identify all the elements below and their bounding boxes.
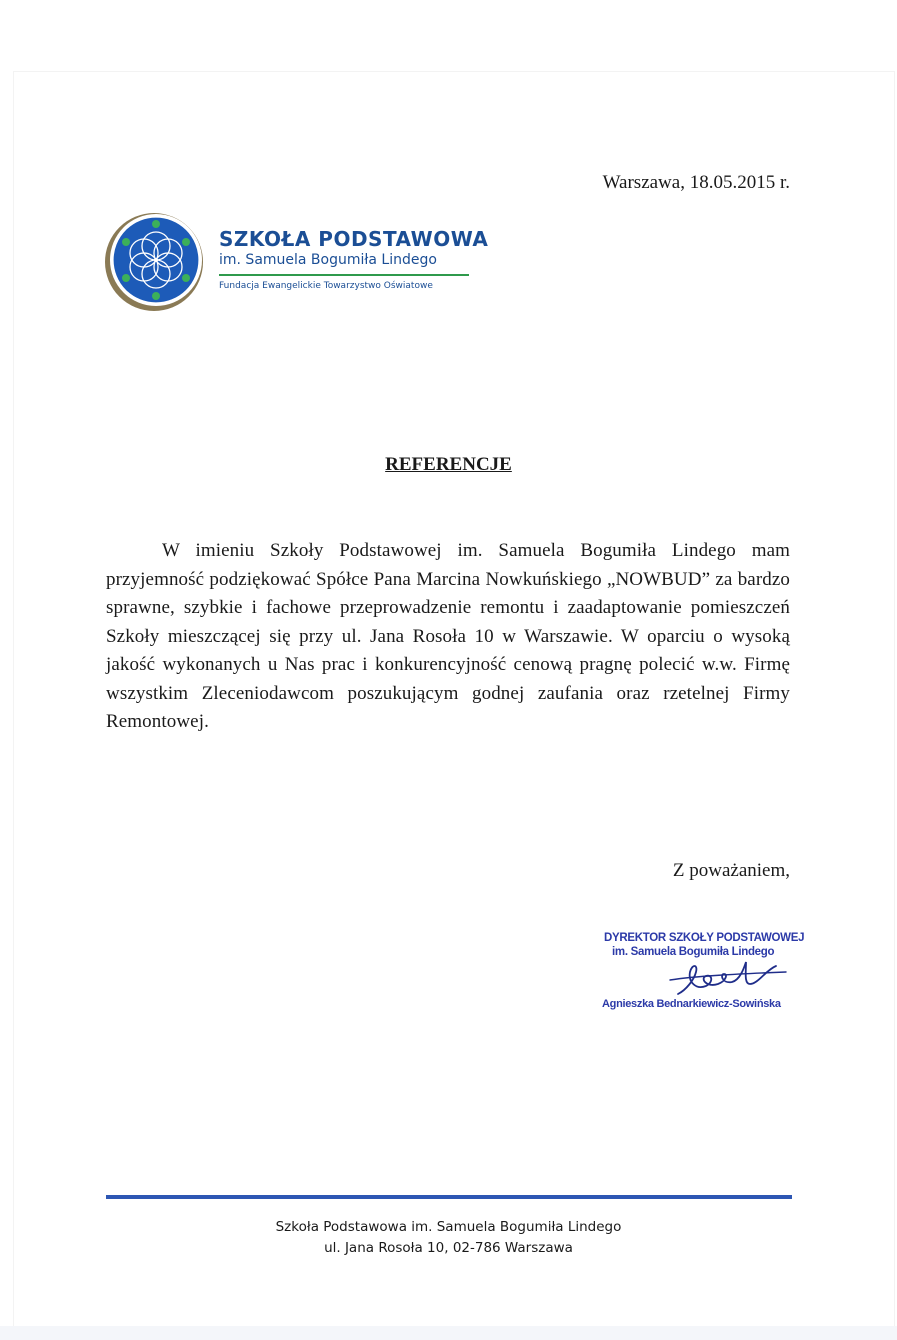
closing-salutation: Z poważaniem, [672,860,790,881]
stamp-signer-name: Agnieszka Bednarkiewicz-Sowińska [602,998,781,1010]
stamp-school: im. Samuela Bogumiła Lindego [612,946,775,958]
school-name: SZKOŁA PODSTAWOWA [219,227,489,251]
letter-body: W imieniu Szkoły Podstawowej im. Samuela Bogumiła Lindego mam przyjemność podziękować Spółce Pana Marcina Nowkuńskiego „NOWBUD” za bardzo sprawne, szybkie i fachowe przeprowadzenie remontu i zaadaptowanie pomieszczeń Szkoły mieszczącej się przy ul. Jana Rosoła 10 w Warszawie. W oparciu o wysoką jakość wykonanych u Nas prac i konkurencyjność cenową pragnę polecić w.w. Firmę wszystkim Zleceniodawcom poszukującym godnej zaufania oraz rzetelnej Firmy Remontowej. [106,540,790,732]
footer-rule [106,1195,792,1199]
letterhead-divider [219,274,469,276]
signature-icon [666,950,796,1002]
director-stamp [596,928,816,1014]
footer-address: ul. Jana Rosoła 10, 02-786 Warszawa [324,1240,573,1256]
foundation-name: Fundacja Ewangelickie Towarzystwo Oświatowe [219,281,433,291]
scan-edge [0,1326,897,1340]
school-subname: im. Samuela Bogumiła Lindego [219,252,437,268]
place-date: Warszawa, 18.05.2015 r. [602,172,790,193]
flower-circle-logo-icon [104,212,204,312]
footer-school-name: Szkoła Podstawowa im. Samuela Bogumiła Lindego [275,1219,622,1235]
stamp-title: DYREKTOR SZKOŁY PODSTAWOWEJ [604,932,805,944]
document-title: REFERENCJE [385,454,512,475]
